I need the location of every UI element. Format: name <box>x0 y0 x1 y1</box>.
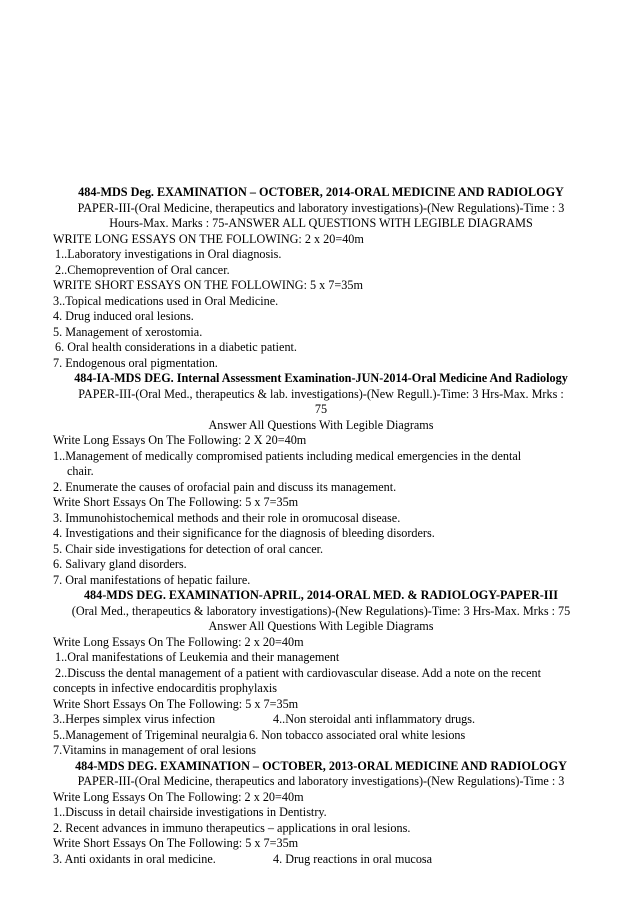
exam4-short-row <box>53 852 589 868</box>
exam3-short-item: 7.Vitamins in management of oral lesions <box>53 743 257 757</box>
exam2-long-item2: 2. Enumerate the causes of orofacial pain and discuss its management. <box>53 479 397 494</box>
exam1-long-heading: WRITE LONG ESSAYS ON THE FOLLOWING: 2 x 20=40m <box>53 231 364 246</box>
exam3-subtitle-line1: (Oral Med., therapeutics & laboratory investigations)-(New Regulations)-Time: 3 Hrs-Max. Mrks : 75 <box>71 603 571 618</box>
exam3-short-row <box>53 712 589 728</box>
exam3-short-item: 4..Non steroidal anti inflammatory drugs. <box>273 712 476 726</box>
exam3-short-item: 3..Herpes simplex virus infection <box>53 712 216 726</box>
exam1-short-item: 7. Endogenous oral pigmentation. <box>53 355 218 370</box>
exam2-long-item1-line1: 1..Management of medically compromised patients including medical emergencies in the dental <box>53 448 522 463</box>
exam3-short-heading: Write Short Essays On The Following: 5 x 7=35m <box>53 696 299 711</box>
exam2-short-item: 3. Immunohistochemical methods and their role in oromucosal disease. <box>53 510 401 525</box>
exam3-long-heading: Write Long Essays On The Following: 2 x 20=40m <box>53 634 304 649</box>
exam4-long-item: 1..Discuss in detail chairside investigations in Dentistry. <box>53 805 327 819</box>
exam1-long-item: 1..Laboratory investigations in Oral diagnosis. <box>55 247 282 261</box>
exam1-short-item: 5. Management of xerostomia. <box>53 324 203 339</box>
exam3-title: 484-MDS DEG. EXAMINATION-APRIL, 2014-ORAL MED. & RADIOLOGY-PAPER-III <box>83 588 559 602</box>
exam3-long-item2-line1: 2..Discuss the dental management of a patient with cardiovascular disease. Add a note on the recent <box>55 665 541 680</box>
exam2-subtitle-line3: Answer All Questions With Legible Diagrams <box>208 417 434 432</box>
exam1-title: 484-MDS Deg. EXAMINATION – OCTOBER, 2014-ORAL MEDICINE AND RADIOLOGY <box>78 185 564 199</box>
exam3-short-row <box>53 728 589 744</box>
exam4-short-heading: Write Short Essays On The Following: 5 x 7=35m <box>53 836 299 850</box>
exam2-title: 484-IA-MDS DEG. Internal Assessment Examination-JUN-2014-Oral Medicine And Radiology <box>74 371 568 385</box>
exam2-short-item: 5. Chair side investigations for detection of oral cancer. <box>53 541 324 556</box>
exam4-short-item: 3. Anti oxidants in oral medicine. <box>53 851 216 866</box>
exam3-short-item: 5..Management of Trigeminal neuralgia <box>53 727 247 742</box>
exam2-short-heading: Write Short Essays On The Following: 5 x 7=35m <box>53 495 299 509</box>
exam2-subtitle-line1: PAPER-III-(Oral Med., therapeutics & lab. investigations)-(New Regull.)-Time: 3 Hrs-Max. Mrks : <box>78 386 564 401</box>
exam1-long-item: 2..Chemoprevention of Oral cancer. <box>55 262 230 277</box>
exam3-subtitle-line2: Answer All Questions With Legible Diagrams <box>208 619 434 633</box>
exam2-long-heading: Write Long Essays On The Following: 2 X 20=40m <box>53 433 307 447</box>
exam2-short-item: 6. Salivary gland disorders. <box>53 557 187 571</box>
exam1-subtitle-line2: Hours-Max. Marks : 75-ANSWER ALL QUESTIONS WITH LEGIBLE DIAGRAMS <box>109 216 533 230</box>
exam1-short-item: 3..Topical medications used in Oral Medicine. <box>53 293 279 308</box>
exam1-short-item: 4. Drug induced oral lesions. <box>53 309 194 323</box>
exam1-short-item: 6. Oral health considerations in a diabetic patient. <box>55 340 297 354</box>
exam3-long-item1: 1..Oral manifestations of Leukemia and their management <box>55 650 340 664</box>
exam2-subtitle-line2: 75 <box>314 402 328 416</box>
exam3-long-item2-line2: concepts in infective endocarditis prophylaxis <box>53 681 278 695</box>
exam4-short-item: 4. Drug reactions in oral mucosa <box>273 851 433 866</box>
exam1-subtitle-line1: PAPER-III-(Oral Medicine, therapeutics and laboratory investigations)-(New Regulations)-Time : 3 <box>77 200 565 215</box>
exam2-short-item: 7. Oral manifestations of hepatic failure. <box>53 572 251 587</box>
exam2-short-item: 4. Investigations and their significance for the diagnosis of bleeding disorders. <box>53 526 435 540</box>
exam3-short-item: 6. Non tobacco associated oral white lesions <box>249 727 466 742</box>
exam1-short-heading: WRITE SHORT ESSAYS ON THE FOLLOWING: 5 x 7=35m <box>53 278 363 292</box>
exam4-title: 484-MDS DEG. EXAMINATION – OCTOBER, 2013-ORAL MEDICINE AND RADIOLOGY <box>75 758 567 773</box>
exam2-long-item1-line2: chair. <box>67 464 94 478</box>
exam4-subtitle-line1: PAPER-III-(Oral Medicine, therapeutics and laboratory investigations)-(New Regulations)-Time : 3 <box>77 774 565 788</box>
exam4-long-item: 2. Recent advances in immuno therapeutics – applications in oral lesions. <box>53 820 411 835</box>
document-page <box>53 185 589 867</box>
exam4-long-heading: Write Long Essays On The Following: 2 x 20=40m <box>53 789 304 804</box>
